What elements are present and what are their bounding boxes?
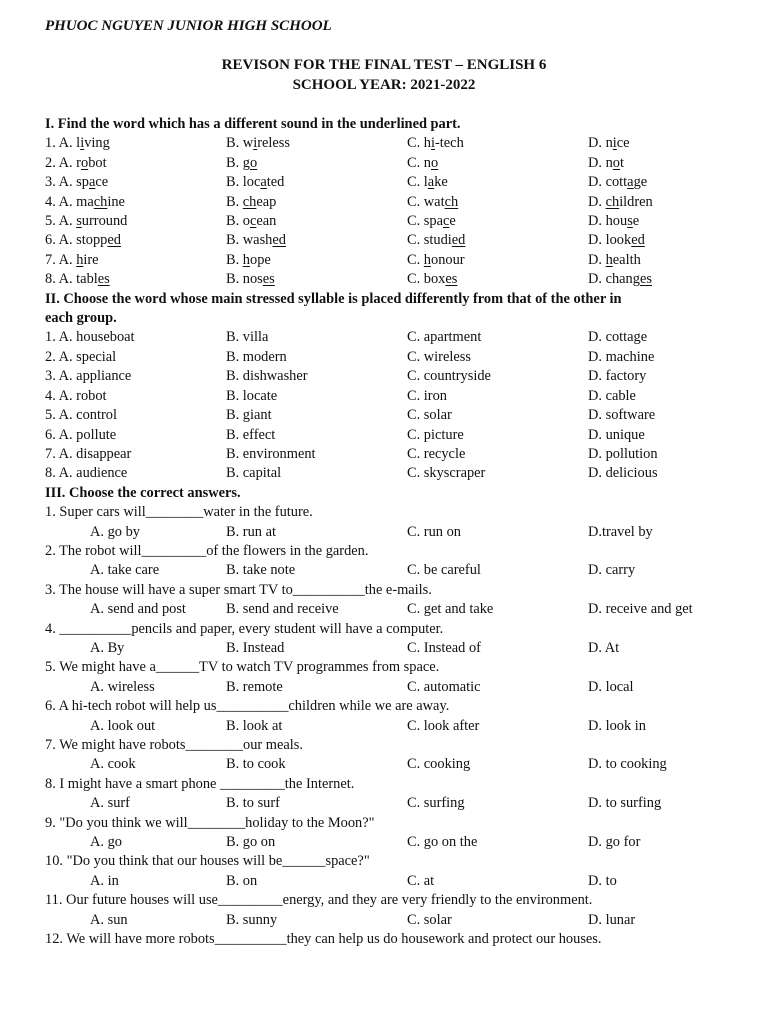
option-text-after: urround: [81, 213, 128, 230]
answer-option: [407, 193, 588, 212]
option-text-before: C. h: [407, 135, 431, 152]
underlined-part: o: [612, 154, 620, 171]
answer-option: 1. A. houseboat: [45, 329, 135, 346]
answer-option: [588, 212, 735, 231]
answer-option: D. to surfing: [588, 795, 662, 812]
underlined-part: ed: [272, 232, 286, 249]
answer-option: [45, 173, 226, 192]
underlined-part: c: [442, 213, 450, 230]
section-2-heading-line-2: each group.: [45, 310, 117, 327]
question-text: 7. We might have robots________our meals.: [45, 737, 303, 753]
option-text-after: ope: [250, 251, 271, 268]
option-text-before: 3. A. sp: [45, 174, 89, 191]
option-text-after: bot: [88, 154, 107, 171]
underlined-part: ed: [107, 232, 121, 249]
option-text-before: D.: [588, 251, 606, 268]
answer-option: D. lunar: [588, 911, 636, 928]
answer-option: A. go: [90, 834, 122, 851]
answer-option: [407, 134, 588, 153]
worksheet-content: [45, 115, 735, 949]
options-row: [45, 561, 735, 580]
option-text-after: onour: [431, 251, 465, 268]
underlined-part: ch: [93, 193, 108, 210]
question-text: 10. "Do you think that our houses will be______space?": [45, 853, 370, 870]
answer-option: C. Instead of: [407, 639, 481, 656]
option-text-before: D.: [588, 193, 606, 210]
option-text-after: eap: [256, 193, 277, 210]
option-text-after: ealth: [612, 251, 641, 268]
answer-option: C. go on the: [407, 834, 478, 851]
stress-question-row: [45, 445, 735, 464]
question-text: 9. "Do you think we will________holiday to the Moon?": [45, 814, 375, 831]
underlined-part: h: [605, 251, 613, 268]
underlined-part: h: [76, 251, 84, 268]
question-text: 6. A hi-tech robot will help us__________children while we are away.: [45, 698, 450, 715]
answer-option: [407, 173, 588, 192]
option-text-after: ted: [266, 174, 285, 191]
option-text-before: D. hou: [588, 213, 628, 230]
options-row: [45, 678, 735, 697]
answer-option: C. get and take: [407, 601, 494, 618]
answer-option: D. local: [588, 678, 634, 695]
options-row: [45, 911, 735, 930]
answer-option: C. be careful: [407, 562, 481, 579]
answer-option: [226, 270, 407, 289]
answer-option: D. cable: [588, 387, 636, 404]
underlined-part: a: [427, 174, 435, 191]
answer-option: A. in: [90, 872, 119, 889]
options-row: [45, 639, 735, 658]
school-year: SCHOOL YEAR: 2021-2022: [292, 77, 476, 93]
answer-option: [226, 193, 407, 212]
option-text-before: B. g: [226, 154, 250, 171]
underlined-part: es: [262, 271, 275, 288]
answer-option: 7. A. disappear: [45, 445, 132, 462]
answer-option: C. picture: [407, 426, 464, 443]
answer-option: [588, 270, 735, 289]
answer-option: [588, 154, 735, 173]
underlined-part: es: [97, 271, 110, 288]
option-text-before: B. w: [226, 135, 254, 152]
answer-option: D. pollution: [588, 445, 658, 462]
answer-option: B. remote: [226, 678, 283, 695]
option-text-before: B.: [226, 251, 243, 268]
answer-option: C. solar: [407, 407, 452, 424]
option-text-after: ke: [434, 174, 448, 191]
underlined-part: i: [253, 135, 258, 152]
answer-option: B. giant: [226, 407, 272, 424]
answer-option: [45, 134, 226, 153]
options-row: [45, 794, 735, 813]
section-2-heading-line-1: II. Choose the word whose main stressed syllable is placed differently from that of the other in: [45, 290, 622, 307]
answer-option: B. villa: [226, 329, 269, 346]
underlined-part: s: [76, 213, 82, 230]
answer-option: B. effect: [226, 426, 276, 443]
answer-option: C. skyscraper: [407, 465, 486, 482]
answer-option: D. look in: [588, 717, 646, 734]
stress-question-row: [45, 367, 735, 386]
answer-option: C. surfing: [407, 795, 465, 812]
answer-option: A. By: [90, 639, 125, 656]
answer-option: A. cook: [90, 756, 136, 773]
underlined-part: ch: [605, 193, 620, 210]
answer-option: C. cooking: [407, 756, 471, 773]
stress-question-row: [45, 426, 735, 445]
underlined-part: h: [242, 251, 250, 268]
answer-option: C. at: [407, 872, 435, 889]
option-text-before: B. nos: [226, 271, 263, 288]
answer-option: [45, 251, 226, 270]
question-text: 1. Super cars will________water in the future.: [45, 504, 313, 521]
option-text-before: C. l: [407, 174, 428, 191]
underlined-part: ed: [631, 232, 645, 249]
document-title: REVISON FOR THE FINAL TEST – ENGLISH 6: [221, 57, 547, 73]
answer-option: A. surf: [90, 795, 130, 812]
underlined-part: o: [80, 154, 89, 171]
answer-option: C. countryside: [407, 368, 491, 385]
underlined-part: es: [639, 271, 652, 288]
answer-option: [588, 231, 735, 250]
answer-option: [226, 173, 407, 192]
answer-option: 6. A. pollute: [45, 426, 117, 443]
section-2-list: [45, 328, 735, 483]
option-text-after: ce: [616, 135, 630, 152]
answer-option: C. apartment: [407, 329, 482, 346]
answer-option: 3. A. appliance: [45, 368, 132, 385]
underlined-part: o: [250, 154, 258, 171]
underlined-part: i: [431, 135, 435, 152]
answer-option: C. recycle: [407, 445, 466, 462]
answer-option: 2. A. special: [45, 348, 117, 365]
answer-option: [588, 134, 735, 153]
answer-option: B. look at: [226, 717, 283, 734]
answer-option: D. unique: [588, 426, 645, 443]
question-text: 2. The robot will_________of the flowers in the garden.: [45, 542, 369, 559]
stress-question-row: [45, 464, 735, 483]
answer-option: D. machine: [588, 348, 655, 365]
option-text-before: D. chang: [588, 271, 640, 288]
section-3-list: [45, 503, 735, 949]
option-text-before: 8. A. tabl: [45, 271, 98, 288]
option-text-after: e: [449, 213, 456, 230]
answer-option: B. to cook: [226, 756, 286, 773]
answer-option: B. environment: [226, 445, 316, 462]
option-text-before: 5. A.: [45, 213, 77, 230]
answer-option: D. cottage: [588, 329, 648, 346]
sound-question-row: [45, 134, 735, 153]
underlined-part: s: [627, 213, 633, 230]
answer-option: A. sun: [90, 911, 128, 928]
answer-option: [407, 251, 588, 270]
answer-option: B. dishwasher: [226, 368, 308, 385]
sound-question-row: [45, 270, 735, 289]
answer-option: [407, 154, 588, 173]
answer-option: [407, 231, 588, 250]
underlined-part: c: [250, 213, 257, 230]
underlined-part: i: [612, 135, 617, 152]
option-text-before: 4. A. ma: [45, 193, 94, 210]
answer-option: [226, 134, 407, 153]
answer-option: [407, 270, 588, 289]
stress-question-row: [45, 348, 735, 367]
answer-option: C. solar: [407, 911, 452, 928]
answer-option: C. automatic: [407, 678, 481, 695]
answer-option: C. look after: [407, 717, 480, 734]
answer-option: [45, 231, 226, 250]
option-text-before: C. wat: [407, 193, 445, 210]
option-text-before: D. n: [588, 154, 613, 171]
option-text-before: C. box: [407, 271, 446, 288]
options-row: [45, 523, 735, 542]
answer-option: C. run on: [407, 523, 461, 540]
answer-option: D. delicious: [588, 465, 658, 482]
option-text-after: ine: [107, 193, 125, 210]
answer-option: B. take note: [226, 562, 296, 579]
options-row: [45, 600, 735, 619]
question-text: 11. Our future houses will use_________energy, and they are very friendly to the environment.: [45, 892, 593, 909]
option-text-before: D. n: [588, 135, 613, 152]
answer-option: 8. A. audience: [45, 465, 128, 482]
section-2-heading: [45, 290, 735, 329]
question-text: 4. __________pencils and paper, every student will have a computer.: [45, 620, 444, 637]
underlined-part: ed: [451, 232, 466, 249]
answer-option: A. look out: [90, 717, 156, 734]
answer-option: A. take care: [90, 562, 160, 579]
underlined-part: es: [445, 271, 458, 288]
option-text-before: B. wash: [226, 232, 273, 249]
option-text-before: 7. A.: [45, 251, 77, 268]
option-text-after: -tech: [435, 135, 464, 152]
section-1-list: [45, 134, 735, 289]
option-text-before: D. cott: [588, 174, 628, 191]
question-text: 12. We will have more robots__________they can help us do housework and protect our houses.: [45, 931, 602, 948]
underlined-part: o: [431, 154, 439, 171]
option-text-after: ge: [633, 174, 648, 191]
section-3-heading: III. Choose the correct answers.: [45, 484, 241, 501]
option-text-after: t: [620, 154, 624, 171]
answer-option: D. go for: [588, 834, 641, 851]
stress-question-row: [45, 387, 735, 406]
underlined-part: ch: [444, 193, 459, 210]
question-text: 5. We might have a______TV to watch TV programmes from space.: [45, 659, 440, 676]
answer-option: B. go on: [226, 834, 276, 851]
answer-option: B. to surf: [226, 795, 280, 812]
answer-option: B. locate: [226, 387, 278, 404]
underlined-part: a: [88, 174, 96, 191]
answer-option: B. Instead: [226, 639, 285, 656]
answer-option: [588, 251, 735, 270]
option-text-after: ce: [95, 174, 109, 191]
answer-option: D.travel by: [588, 523, 653, 540]
underlined-part: h: [423, 251, 431, 268]
option-text-after: e: [632, 213, 640, 230]
option-text-after: ving: [84, 135, 110, 152]
option-text-before: C. studi: [407, 232, 452, 249]
answer-option: C. iron: [407, 387, 447, 404]
answer-option: B. sunny: [226, 911, 278, 928]
option-text-before: 1. A. l: [45, 135, 81, 152]
answer-option: D. factory: [588, 368, 647, 385]
options-row: [45, 872, 735, 891]
answer-option: B. capital: [226, 465, 282, 482]
option-text-before: 2. A. r: [45, 154, 81, 171]
sound-question-row: [45, 231, 735, 250]
option-text-after: ean: [256, 213, 277, 230]
option-text-after: ire: [83, 251, 99, 268]
option-text-before: C. n: [407, 154, 431, 171]
answer-option: [588, 193, 735, 212]
answer-option: D. At: [588, 639, 620, 656]
options-row: [45, 833, 735, 852]
underlined-part: a: [260, 174, 267, 191]
stress-question-row: [45, 328, 735, 347]
answer-option: [45, 193, 226, 212]
options-row: [45, 755, 735, 774]
sound-question-row: [45, 173, 735, 192]
section-1-heading: I. Find the word which has a different sound in the underlined part.: [45, 116, 461, 132]
option-text-after: ildren: [619, 193, 653, 210]
underlined-part: a: [627, 174, 634, 191]
answer-option: C. wireless: [407, 348, 471, 365]
question-text: 3. The house will have a super smart TV to__________the e-mails.: [45, 581, 432, 598]
answer-option: A. send and post: [90, 601, 186, 618]
answer-option: D. to cooking: [588, 756, 667, 773]
options-row: [45, 717, 735, 736]
answer-option: B. modern: [226, 348, 287, 365]
option-text-before: B. o: [226, 213, 250, 230]
answer-option: [226, 154, 407, 173]
answer-option: B. send and receive: [226, 601, 339, 618]
sound-question-row: [45, 251, 735, 270]
school-name: PHUOC NGUYEN JUNIOR HIGH SCHOOL: [45, 18, 332, 34]
underlined-part: ch: [242, 193, 257, 210]
option-text-before: C. spa: [407, 213, 443, 230]
answer-option: [45, 154, 226, 173]
question-text: 8. I might have a smart phone _________the Internet.: [45, 775, 355, 792]
answer-option: D. carry: [588, 562, 636, 579]
answer-option: [45, 212, 226, 231]
option-text-after: reless: [257, 135, 290, 152]
answer-option: [45, 270, 226, 289]
answer-option: [226, 212, 407, 231]
answer-option: [226, 231, 407, 250]
answer-option: 4. A. robot: [45, 387, 107, 404]
answer-option: [407, 212, 588, 231]
option-text-before: B.: [226, 193, 243, 210]
answer-option: 5. A. control: [45, 407, 117, 424]
option-text-before: 6. A. stopp: [45, 232, 108, 249]
answer-option: B. on: [226, 872, 258, 889]
option-text-before: B. loc: [226, 174, 261, 191]
sound-question-row: [45, 154, 735, 173]
answer-option: B. run at: [226, 523, 276, 540]
option-text-before: C.: [407, 251, 424, 268]
sound-question-row: [45, 193, 735, 212]
stress-question-row: [45, 406, 735, 425]
answer-option: A. go by: [90, 523, 140, 540]
underlined-part: i: [80, 135, 85, 152]
option-text-before: D. look: [588, 232, 632, 249]
answer-option: [588, 173, 735, 192]
answer-option: D. receive and get: [588, 601, 693, 618]
answer-option: D. to: [588, 872, 617, 889]
answer-option: D. software: [588, 407, 656, 424]
answer-option: [226, 251, 407, 270]
answer-option: A. wireless: [90, 678, 155, 695]
sound-question-row: [45, 212, 735, 231]
